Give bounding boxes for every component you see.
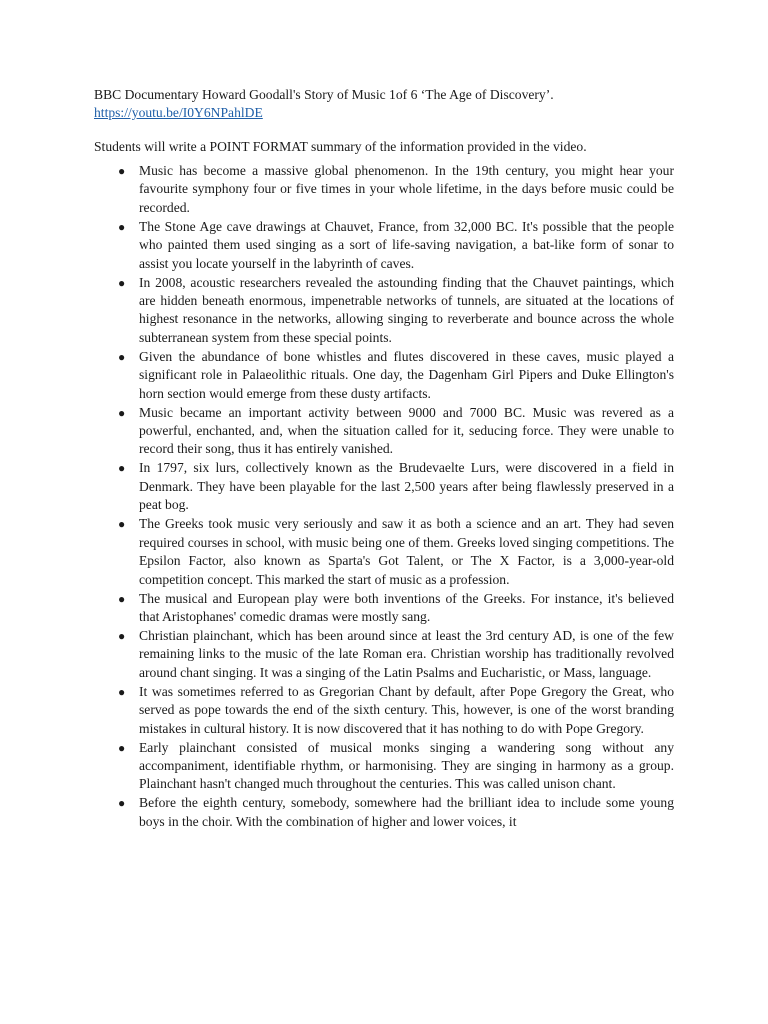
- summary-bullet-list: [94, 162, 674, 831]
- bullet-icon: ●: [118, 796, 126, 811]
- bullet-text: Christian plainchant, which has been around since at least the 3rd century AD, is one of the few remaining links to the music of the late Roman era. Christian worship has traditionally revolved around chant singing. It was a singing of the Latin Psalms and Eucharistic, or Mass, language.: [139, 627, 674, 680]
- bullet-icon: ●: [118, 349, 126, 364]
- bullet-item: [94, 590, 674, 627]
- bullet-text: Early plainchant consisted of musical monks singing a wandering song without any accompaniment, identifiable rhythm, or harmonising. They are singing in harmony as a group. Plainchant hasn't changed much throughout the centuries. This was called unison chant.: [139, 739, 674, 792]
- bullet-icon: ●: [118, 628, 126, 643]
- bullet-text: Music has become a massive global phenomenon. In the 19th century, you might hear your favourite symphony four or five times in your whole lifetime, in the days before music could be recorded.: [139, 163, 674, 215]
- bullet-text: In 1797, six lurs, collectively known as the Brudevaelte Lurs, were discovered in a field in Denmark. They have been playable for the last 2,500 years after being flawlessly preserved in a peat bog.: [139, 460, 674, 513]
- bullet-text: In 2008, acoustic researchers revealed the astounding finding that the Chauvet paintings, which are hidden beneath enormous, impenetrable networks of tunnels, are situated at the locations of highest resonance in the networks, allowing singing to reverberate and bounce across the whole subterranean system from these special points.: [139, 274, 674, 345]
- bullet-item: [94, 627, 674, 682]
- instructions-text: Students will write a POINT FORMAT summary of the information provided in the video.: [94, 139, 587, 154]
- bullet-icon: ●: [118, 164, 126, 178]
- bullet-text: It was sometimes referred to as Gregorian Chant by default, after Pope Gregory the Great, who served as pope towards the end of the sixth century. This, however, is one of the worst branding mistakes in cultural history. It is now discovered that it has nothing to do with Pope Gregory.: [139, 683, 674, 736]
- bullet-text: Given the abundance of bone whistles and flutes discovered in these caves, music played a significant role in Palaeolithic rituals. One day, the Dagenham Girl Pipers and Duke Ellington's horn section would emerge from these dusty artifacts.: [139, 348, 674, 401]
- bullet-item: [94, 459, 674, 514]
- bullet-icon: ●: [118, 461, 126, 476]
- bullet-text: The Greeks took music very seriously and saw it as both a science and an art. They had seven required courses in school, with music being one of them. Greeks loved singing competitions. The Epsilon Factor, also known as Sparta's Got Talent, or The X Factor, is a 3,000-year-old competition concept. This marked the start of music as a profession.: [139, 516, 674, 587]
- bullet-text: The Stone Age cave drawings at Chauvet, France, from 32,000 BC. It's possible that the people who painted them used singing as a sort of life-saving navigation, a bat-like form of sonar to assist you locate yourself in the labyrinth of caves.: [139, 218, 674, 271]
- bullet-item: [94, 794, 674, 831]
- bullet-item: [94, 739, 674, 794]
- bullet-item: [94, 218, 674, 273]
- bullet-item: [94, 683, 674, 738]
- bullet-item: [94, 404, 674, 459]
- bullet-icon: ●: [118, 740, 126, 755]
- bullet-text: Music became an important activity between 9000 and 7000 BC. Music was revered as a powerful, enchanted, and, when the situation called for it, seducing force. They were unable to record their song, thus it has entirely vanished.: [139, 404, 674, 457]
- bullet-item: [94, 162, 674, 217]
- document-page: [94, 86, 674, 832]
- video-link[interactable]: https://youtu.be/I0Y6NPahlDE: [94, 105, 263, 120]
- bullet-icon: ●: [118, 405, 126, 420]
- document-title: BBC Documentary Howard Goodall's Story of Music 1of 6 ‘The Age of Discovery’.: [94, 87, 554, 102]
- bullet-icon: ●: [118, 591, 126, 606]
- bullet-icon: ●: [118, 275, 126, 290]
- bullet-text: The musical and European play were both inventions of the Greeks. For instance, it's believed that Aristophanes' comedic dramas were mostly sang.: [139, 590, 674, 624]
- bullet-icon: ●: [118, 684, 126, 699]
- bullet-item: [94, 348, 674, 403]
- bullet-item: [94, 515, 674, 589]
- bullet-text: Before the eighth century, somebody, somewhere had the brilliant idea to include some young boys in the choir. With the combination of higher and lower voices, it: [139, 795, 674, 829]
- bullet-icon: ●: [118, 219, 126, 234]
- bullet-icon: ●: [118, 517, 126, 532]
- bullet-item: [94, 274, 674, 348]
